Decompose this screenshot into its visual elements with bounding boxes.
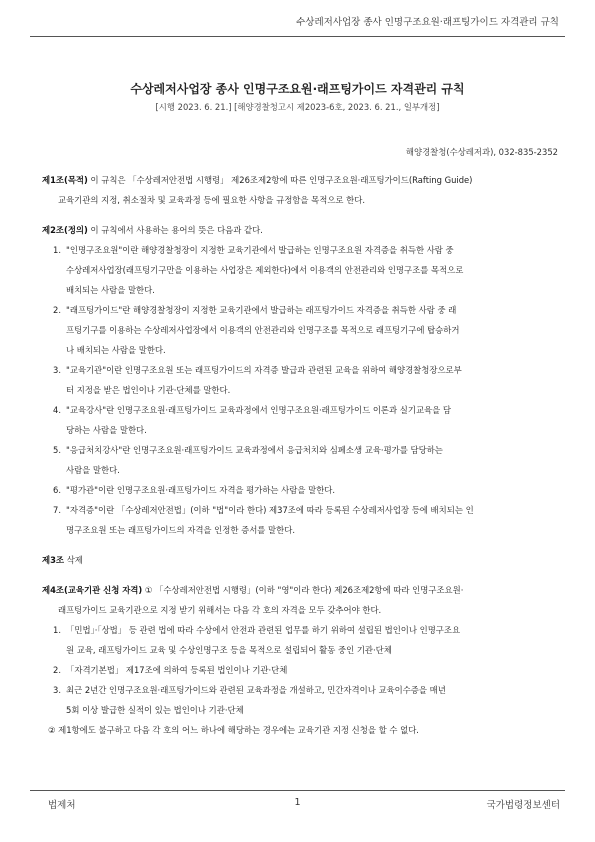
list-item: 1. 「민법」·「상법」 등 관련 법에 따라 수상에서 안전과 관련된 업무를 하기 위하여 설립된 법인이나 인명구조요 원 교육, 래프팅가이드 교육 및 수상인명구조 등을 목적으로 설립되어 활동 중인 기관·단체 — [53, 625, 461, 655]
article-4-heading: 제4조(교육기관 신청 자격) — [42, 585, 143, 595]
article-4-items — [42, 620, 564, 720]
running-header: 수상레저사업장 종사 인명구조요원·래프팅가이드 자격관리 규칙 — [296, 17, 559, 28]
footer-rule — [30, 790, 565, 791]
article-4-line-2: 래프팅가이드 교육기관으로 지정 받기 위해서는 다음 각 호의 자격을 모두 갖추어야 한다. — [58, 605, 382, 615]
article-1-heading: 제1조(목적) — [42, 175, 88, 185]
article-2-intro: 이 규칙에서 사용하는 용어의 뜻은 다음과 같다. — [90, 225, 263, 235]
article-3-text: 삭제 — [66, 555, 83, 565]
header-rule — [30, 36, 565, 37]
article-2-items — [42, 240, 564, 540]
article-3 — [42, 550, 564, 570]
article-4-line-1: ① 「수상레저안전법 시행령」(이하 "영"이라 한다) 제26조제2항에 따라 인명구조요원· — [144, 585, 464, 595]
list-item: 6. "평가관"이란 인명구조요원·래프팅가이드 자격을 평가하는 사람을 말한다. — [53, 485, 336, 495]
page-number: 1 — [294, 797, 301, 808]
article-1 — [42, 170, 564, 210]
list-item: 2. 「자격기본법」 제17조에 의하여 등록된 법인이나 기관·단체 — [53, 665, 288, 675]
article-4-paragraph-2: ② 제1항에도 불구하고 다음 각 호의 어느 하나에 해당하는 경우에는 교육기관 지정 신청을 할 수 없다. — [48, 725, 419, 735]
list-item: 4. "교육강사"란 인명구조요원·래프팅가이드 교육과정에서 인명구조요원·래프팅가이드 이론과 실기교육을 담 당하는 사람을 말한다. — [53, 405, 451, 435]
list-item: 7. "자격증"이란 「수상레저안전법」(이하 "법"이라 한다) 제37조에 따라 등록된 수상레저사업장 등에 배치되는 인 명구조요원 또는 래프팅가이드의 자격을 인정한 증서를 말한다. — [53, 505, 474, 535]
list-item: 2. "래프팅가이드"란 해양경찰청장이 지정한 교육기관에서 발급하는 래프팅가이드 자격증을 취득한 사람 중 래 프팅기구를 이용하는 수상레저사업장에서 이용객의 안전관리와 인명구조를 목적으로 래프팅기구에 탑승하거 나 배치되는 사람을 말한다. — [53, 305, 460, 355]
footer-publisher: 법제처 — [48, 800, 76, 811]
list-item: 3. "교육기관"이란 인명구조요원 또는 래프팅가이드의 자격증 발급과 관련된 교육을 위하여 해양경찰청장으로부 터 지정을 받은 법인이나 기관·단체를 말한다. — [53, 365, 462, 395]
article-2 — [42, 220, 564, 240]
article-2-heading: 제2조(정의) — [42, 225, 88, 235]
list-item: 5. "응급처치강사"란 인명구조요원·래프팅가이드 교육과정에서 응급처치와 심페소생 교육·평가를 담당하는 사람을 말한다. — [53, 445, 443, 475]
department-contact: 해양경찰청(수상레저과), 032-835-2352 — [405, 147, 558, 157]
article-4 — [42, 580, 564, 620]
document-title: 수상레저사업장 종사 인명구조요원·래프팅가이드 자격관리 규칙 — [130, 82, 465, 96]
article-3-heading: 제3조 — [42, 555, 65, 565]
article-1-line-1: 이 규칙은 「수상레저안전법 시행령」 제26조제2항에 따른 인명구조요원·래프팅가이드(Rafting Guide) — [90, 175, 473, 185]
footer-source: 국가법령정보센터 — [486, 800, 560, 811]
list-item: 1. "인명구조요원"이란 해양경찰청장이 지정한 교육기관에서 발급하는 인명구조요원 자격증을 취득한 사람 중 수상레저사업장(래프팅기구만을 이용하는 사업장은 제외한다)에서 이용객의 안전관리와 인명구조를 목적으로 배치되는 사람을 말한다. — [53, 245, 464, 295]
list-item: 3. 최근 2년간 인명구조요원·래프팅가이드와 관련된 교육과정을 개설하고, 민간자격이나 교육이수증을 매년 5회 이상 발급한 실적이 있는 법인이나 기관·단체 — [53, 685, 446, 715]
article-1-line-2: 교육기관의 지정, 취소절차 및 교육과정 등에 필요한 사항을 규정함을 목적으로 한다. — [58, 195, 366, 205]
document-subtitle: [시행 2023. 6. 21.] [해양경찰청고시 제2023-6호, 2023. 6. 21., 일부개정] — [155, 102, 440, 112]
document-body — [42, 170, 564, 740]
